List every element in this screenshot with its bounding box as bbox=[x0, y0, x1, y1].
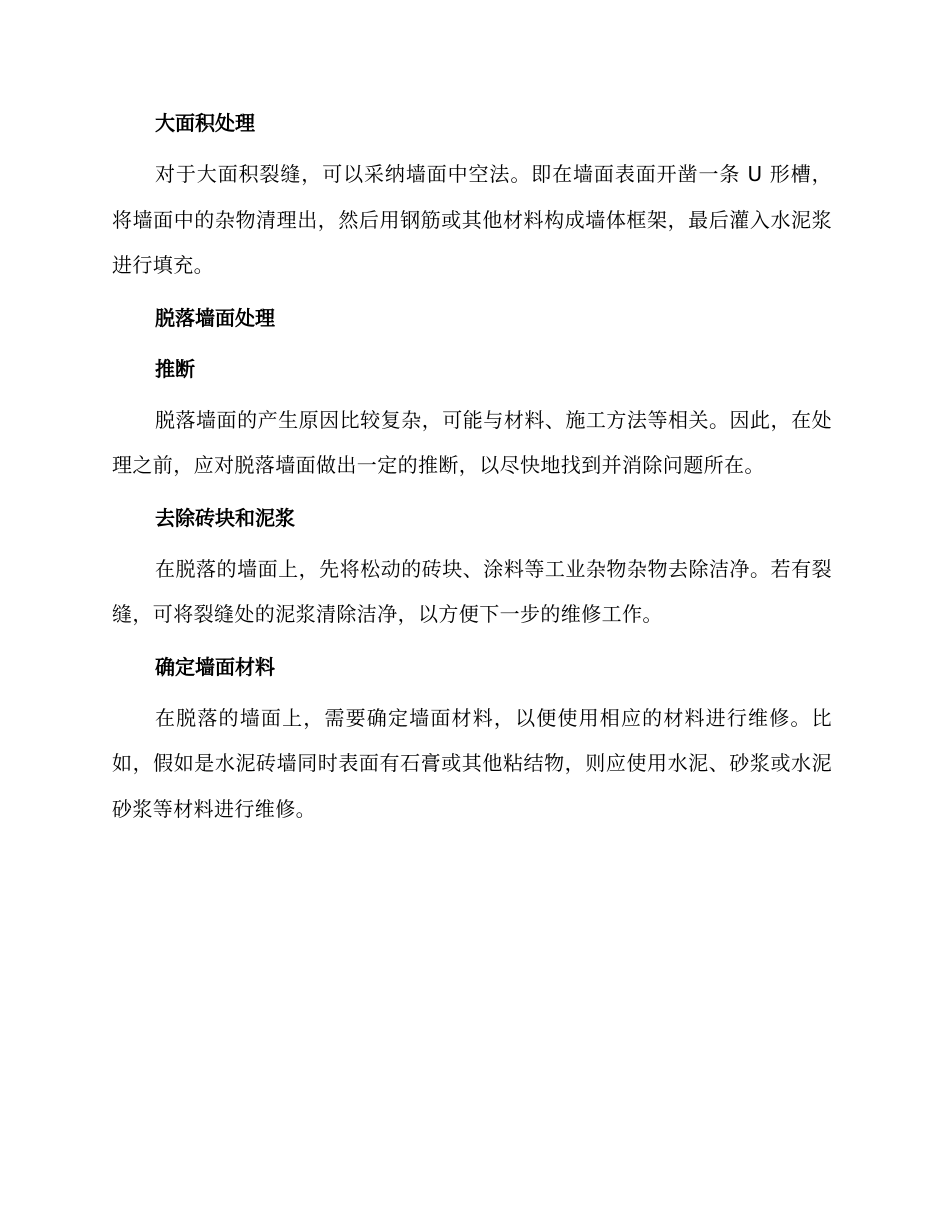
paragraph-large-area: 对于大面积裂缝，可以采纳墙面中空法。即在墙面表面开凿一条 U 形槽，将墙面中的杂物清理出，然后用钢筋或其他材料构成墙体框架，最后灌入水泥浆进行填充。 bbox=[112, 162, 832, 277]
heading-remove-bricks: 去除砖块和泥浆 bbox=[155, 505, 295, 530]
heading-large-area: 大面积处理 bbox=[155, 111, 255, 135]
document-page bbox=[112, 108, 832, 846]
heading-wall-material: 确定墙面材料 bbox=[155, 654, 275, 679]
heading-diagnosis: 推断 bbox=[155, 356, 195, 381]
paragraph-wall-material: 在脱落的墙面上，需要确定墙面材料，以便使用相应的材料进行维修。比如，假如是水泥砖墙同时表面有石膏或其他粘结物，则应使用水泥、砂浆或水泥砂浆等材料进行维修。 bbox=[112, 705, 832, 821]
paragraph-remove-bricks: 在脱落的墙面上，先将松动的砖块、涂料等工业杂物杂物去除洁净。若有裂缝，可将裂缝处的泥浆清除洁净，以方便下一步的维修工作。 bbox=[112, 556, 832, 626]
heading-detached-wall: 脱落墙面处理 bbox=[155, 305, 275, 330]
paragraph-diagnosis: 脱落墙面的产生原因比较复杂，可能与材料、施工方法等相关。因此，在处理之前，应对脱落墙面做出一定的推断，以尽快地找到并消除问题所在。 bbox=[112, 407, 832, 477]
